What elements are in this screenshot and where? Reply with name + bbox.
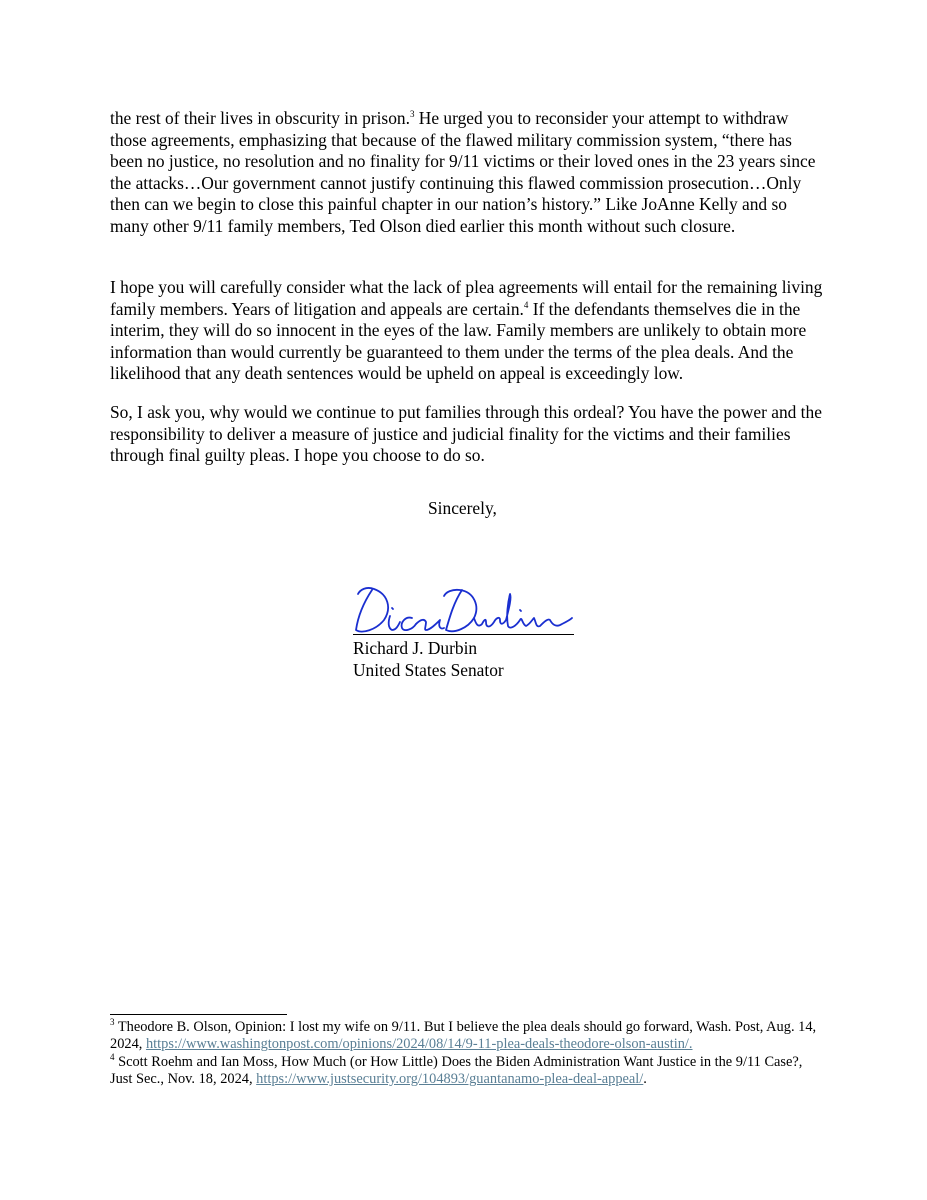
footnote-3-text: Theodore B. Olson, Opinion: I lost my wife on 9/11. But I believe the plea deals should go forward, Wash. Post, Aug. 14, 2024, <box>110 1019 817 1053</box>
handwritten-signature <box>350 580 576 638</box>
footnote-3-mark: 3 <box>110 1017 115 1027</box>
signature-drawing <box>350 580 576 638</box>
paragraph-3: So, I ask you, why would we continue to put families through this ordeal? You have the power and the responsibility to deliver a measure of justice and judicial finality for the victims and their families through final guilty pleas. I hope you choose to do so. <box>110 402 822 466</box>
signature-line <box>353 634 574 635</box>
footnote-3 <box>110 1019 825 1054</box>
signer-name: Richard J. Durbin <box>353 638 478 658</box>
footnote-4 <box>110 1051 825 1089</box>
paragraph-1-text-b: He urged you to reconsider your attempt to withdraw those agreements, emphasizing that because of the flawed military commission system, “there has been no justice, no resolution and no finality for 9/11 victims or their loved ones in the 23 years since the attacks…Our government cannot justify continuing this flawed commission prosecution…Only then can we begin to close this painful chapter in our nation’s history.” Like JoAnne Kelly and so many other 9/11 family members, Ted Olson died earlier this month without such closure. <box>110 108 816 236</box>
signature-strokes <box>356 588 572 632</box>
closing-salutation: Sincerely, <box>428 498 497 518</box>
paragraph-1-text-a: the rest of their lives in obscurity in prison. <box>110 108 410 128</box>
paragraph-1 <box>110 108 825 238</box>
footnote-4-after: . <box>643 1071 647 1088</box>
footnote-ref-3: 3 <box>409 109 415 119</box>
paragraph-2-text-a: I hope you will carefully consider what the lack of plea agreements will entail for the remaining living family members. Years of litigation and appeals are certain. <box>110 277 823 319</box>
paragraph-2 <box>110 277 825 385</box>
footnote-3-link[interactable]: https://www.washingtonpost.com/opinions/2024/08/14/9-11-plea-deals-theodore-olson-austin/. <box>145 1036 693 1053</box>
footnote-separator <box>110 1014 287 1015</box>
paragraph-2-text-b: If the defendants themselves die in the interim, they will do so innocent in the eyes of the law. Family members are unlikely to obtain more information than would currently be guaranteed to them under the terms of the plea deals. And the likelihood that any death sentences would be upheld on appeal is exceedingly low. <box>110 298 807 384</box>
footnote-ref-4: 4 <box>523 299 529 310</box>
signer-title: United States Senator <box>353 660 504 680</box>
footnote-4-link[interactable]: https://www.justsecurity.org/104893/guantanamo-plea-deal-appeal/ <box>256 1071 644 1088</box>
footnote-4-mark: 4 <box>110 1051 115 1062</box>
footnotes <box>110 1019 825 1089</box>
footnote-4-text: Scott Roehm and Ian Moss, How Much (or How Little) Does the Biden Administration Want Justice in the 9/11 Case?, Just Sec., Nov. 18, 2024, <box>110 1053 803 1088</box>
